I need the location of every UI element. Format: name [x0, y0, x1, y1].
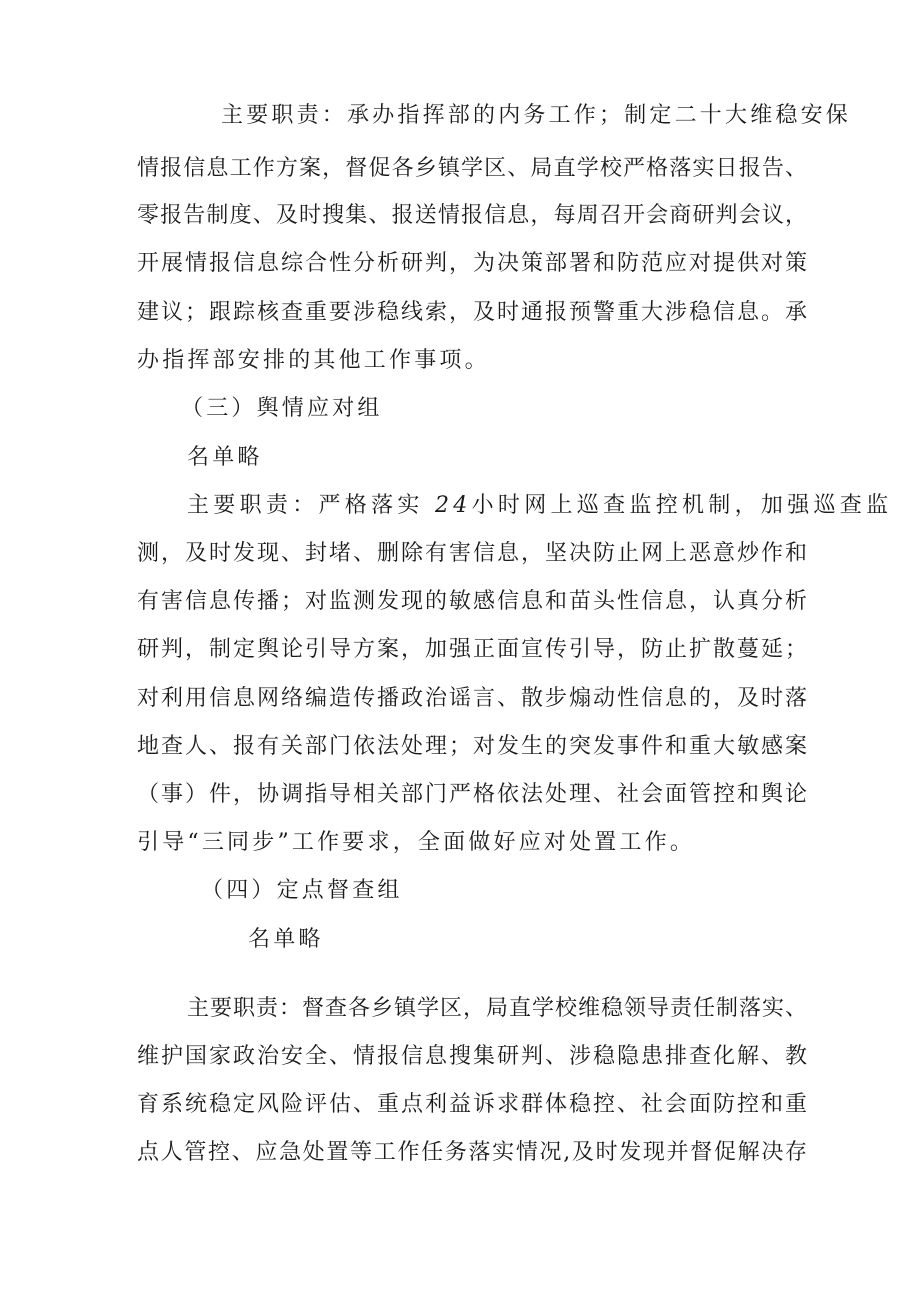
number-24: 24 [435, 493, 472, 518]
paragraph-line: 开展情报信息综合性分析研判，为决策部署和防范应对提供对策 [137, 251, 807, 276]
paragraph-line: 主要职责：承办指挥部的内务工作；制定二十大维稳安保 [221, 103, 852, 128]
paragraph-line: 主要职责：严格落实 24小时网上巡查监控机制，加强巡查监 [187, 493, 893, 518]
roster-note: 名单略 [248, 927, 324, 952]
paragraph-line: 零报告制度、及时搜集、报送情报信息，每周召开会商研判会议， [137, 203, 807, 228]
paragraph-line: 办指挥部安排的其他工作事项。 [137, 348, 490, 373]
section-heading: （三）舆情应对组 [181, 396, 383, 421]
paragraph-line: 建议；跟踪核查重要涉稳线索，及时通报预警重大涉稳信息。承 [137, 300, 807, 325]
paragraph-line: 主要职责：督查各乡镇学区，局直学校维稳领导责任制落实、 [187, 996, 807, 1021]
paragraph-line: 研判，制定舆论引导方案，加强正面宣传引导，防止扩散蔓延； [137, 637, 807, 662]
paragraph-line: 对利用信息网络编造传播政治谣言、散步煽动性信息的，及时落 [137, 686, 807, 711]
paragraph-line: 有害信息传播；对监测发现的敏感信息和苗头性信息，认真分析 [137, 589, 807, 614]
paragraph-line: （事）件，协调指导相关部门严格依法处理、社会面管控和舆论 [137, 782, 807, 807]
paragraph-line: 测，及时发现、封堵、删除有害信息，坚决防止网上恶意炒作和 [137, 541, 807, 566]
paragraph-line: 情报信息工作方案，督促各乡镇学区、局直学校严格落实日报告、 [137, 156, 807, 181]
section-heading: （四）定点督查组 [201, 878, 403, 903]
paragraph-line: 维护国家政治安全、情报信息搜集研判、涉稳隐患排查化解、教 [137, 1044, 807, 1069]
paragraph-line: 育系统稳定风险评估、重点利益诉求群体稳控、社会面防控和重 [137, 1092, 807, 1117]
paragraph-line: 引导“三同步”工作要求，全面做好应对处置工作。 [137, 830, 696, 855]
paragraph-line: 地查人、报有关部门依法处理；对发生的突发事件和重大敏感案 [137, 734, 807, 759]
paragraph-line: 点人管控、应急处置等工作任务落实情况,及时发现并督促解决存 [137, 1140, 807, 1165]
roster-note: 名单略 [187, 445, 263, 470]
